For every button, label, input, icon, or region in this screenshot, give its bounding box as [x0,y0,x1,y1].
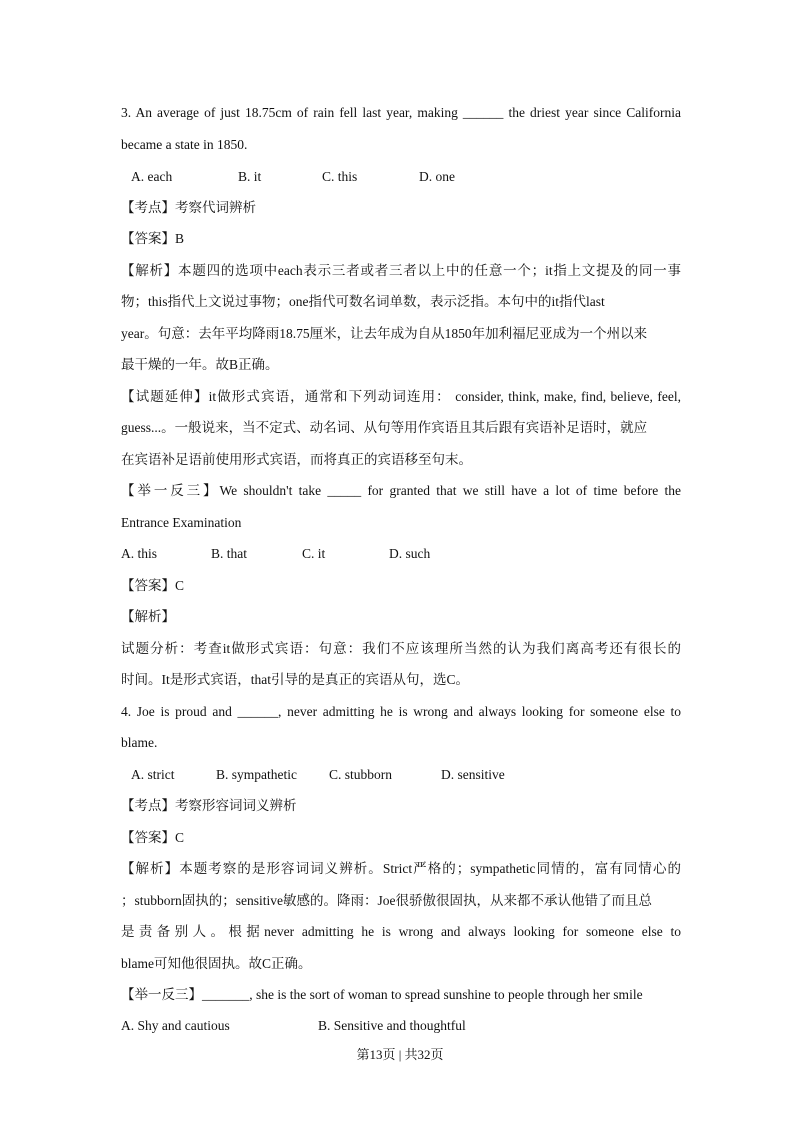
q4-kaodian: 【考点】考察形容词词义辨析 [121,798,297,813]
q4-jiexi-line3: 是责备别人。根据never admitting he is wrong and always looking for someone else to [121,924,681,939]
q3-jyfs-option-b: B. that [211,546,247,561]
q3-jyfs-line1: 【举一反三】We shouldn't take _____ for granted that we still have a lot of time before the [121,483,681,498]
q4-stem-line1: 4. Joe is proud and ______, never admitting he is wrong and always looking for someone else to [121,704,681,719]
q4-jyfs-option-a: A. Shy and cautious [121,1018,230,1033]
q3-jiexi-line2: 物；this指代上文说过事物；one指代可数名词单数，表示泛指。本句中的it指代last [121,294,605,309]
q4-jiexi-line4: blame可知他很固执。故C正确。 [121,956,312,971]
q3-jyfs-option-c: C. it [302,546,326,561]
q3-yanshen-line2: guess...。一般说来，当不定式、动名词、从句等用作宾语且其后跟有宾语补足语时，就应 [121,420,648,435]
q3-jyfs-jiexi-line1: 试题分析：考查it做形式宾语：句意：我们不应该理所当然的认为我们离高考还有很长的 [121,641,681,656]
q3-jyfs-jiexi-line2: 时间。It是形式宾语，that引导的是真正的宾语从句，选C。 [121,672,469,687]
q3-stem-line1: 3. An average of just 18.75cm of rain fell last year, making ______ the driest year since California [121,105,681,120]
q3-option-d: D. one [419,169,455,184]
q3-jyfs-line2: Entrance Examination [121,515,242,530]
q4-jiexi-line2: ；stubborn固执的；sensitive敏感的。降雨：Joe很骄傲很固执，从来都不承认他错了而且总 [121,893,652,908]
q4-jiexi-line1: 【解析】本题考察的是形容词词义辨析。Strict严格的；sympathetic同情的，富有同情心的 [121,861,681,876]
q3-jiexi-line3: year。句意：去年平均降雨18.75厘米，让去年成为自从1850年加利福尼亚成为一个州以来 [121,326,648,341]
q4-jyfs-line1: 【举一反三】_______, she is the sort of woman to spread sunshine to people through her smile [121,987,643,1002]
q3-jyfs-option-a: A. this [121,546,158,561]
q3-jiexi-line1: 【解析】本题四的选项中each表示三者或者三者以上中的任意一个；it指上文提及的同一事 [121,263,681,278]
q4-option-b: B. sympathetic [216,767,297,782]
q3-stem-line2: became a state in 1850. [121,137,248,152]
q4-stem-line2: blame. [121,735,158,750]
q3-option-a: A. each [131,169,173,184]
q4-option-a: A. strict [131,767,175,782]
q3-yanshen-line1: 【试题延伸】it做形式宾语，通常和下列动词连用： consider, think, make, find, believe, feel, [121,389,681,404]
q3-jiexi-line4: 最干燥的一年。故B正确。 [121,357,279,372]
q4-answer: 【答案】C [121,830,185,845]
q4-option-d: D. sensitive [441,767,505,782]
q3-option-c: C. this [322,169,358,184]
page-footer: 第13页 | 共32页 [356,1047,444,1062]
q3-jyfs-option-d: D. such [389,546,431,561]
q3-jyfs-jiexi-label: 【解析】 [121,609,175,624]
q3-yanshen-line3: 在宾语补足语前使用形式宾语，而将真正的宾语移至句末。 [121,452,472,467]
q3-answer: 【答案】B [121,231,185,246]
q3-option-b: B. it [238,169,262,184]
q3-kaodian: 【考点】考察代词辨析 [121,200,256,215]
q4-jyfs-option-b: B. Sensitive and thoughtful [318,1018,466,1033]
q3-jyfs-answer: 【答案】C [121,578,185,593]
q4-option-c: C. stubborn [329,767,393,782]
